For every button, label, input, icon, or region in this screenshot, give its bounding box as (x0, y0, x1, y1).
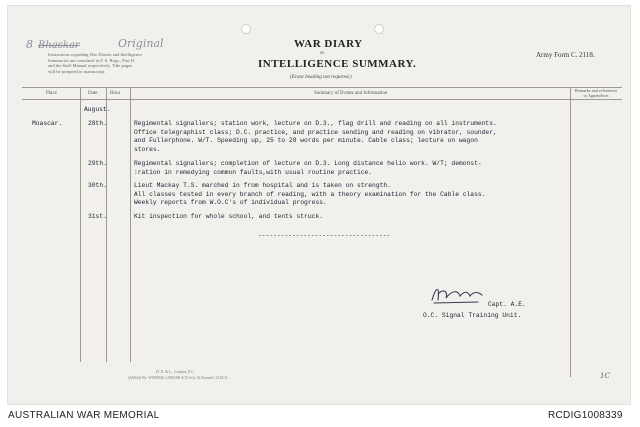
separator-line: ----------------------------------- (258, 232, 391, 239)
column-header-summary: Summary of Events and Information (314, 91, 388, 96)
punch-hole-right (374, 24, 384, 34)
entry-line: Office telegraphist class; D.C. practice, and practice sending and reading on vibrator, sounder, (134, 128, 497, 136)
instructions-line: Instructions regarding War Diaries and Intelligence (48, 52, 143, 57)
entry-text (134, 160, 482, 177)
column-rule (80, 87, 81, 362)
handwritten-name: Bhaskar (38, 40, 80, 51)
signature (428, 282, 486, 311)
signature-scribble (428, 282, 486, 306)
entry-line: and Fullerphone. W/T. Speeding up, 25 to 28 words per minute. Cable class; lecture on wagon (134, 137, 478, 145)
column-rule (106, 87, 107, 362)
printer-line: D. D. & L., London, E.C. (156, 370, 195, 374)
signatory-rank: Capt. A.E. (488, 301, 526, 308)
entry-line: All classes tested in every branch of reading, with a theory examination for the Cable class. (134, 190, 486, 198)
entry-date: 31st. (88, 213, 107, 220)
column-header-hour: Hour (110, 91, 121, 96)
column-header-remarks: Remarks and references to Appendices (574, 88, 618, 99)
printer-line: (A6944) Wt. W593/826 1,000,000 4/15 Sch. 52 Forms/C.2118/11. (128, 376, 229, 380)
instructions-line: will be prepared in manuscript. (48, 68, 106, 74)
title-war-diary: WAR DIARY (294, 38, 363, 50)
entry-line: :ration in remedying common faults,with usual routine practice. (134, 168, 373, 176)
title-intelligence-summary: INTELLIGENCE SUMMARY. (258, 58, 417, 70)
column-rule (130, 87, 131, 362)
column-header-place: Place (46, 91, 57, 96)
entry-place: Moascar. (32, 120, 63, 127)
table-top-rule (22, 87, 622, 88)
column-header-date: Date (88, 91, 98, 96)
entry-date: 29th. (88, 160, 107, 167)
entry-line: Kit inspection for whole school, and tents struck. (134, 213, 323, 220)
title-or: or (320, 51, 325, 56)
entry-date: 30th. (88, 182, 107, 189)
signatory-unit: O.C. Signal Training Unit. (423, 312, 522, 319)
column-rule (570, 87, 571, 377)
army-form-number: Army Form C. 2118. (536, 51, 595, 59)
diary-page (8, 6, 630, 404)
archive-reference: RCDIG1008339 (548, 410, 623, 421)
title-note: (Erase heading not required.) (290, 74, 352, 80)
entry-line: Regimental signallers; station work, lecture on D.3., flag drill and reading on all instruments. (134, 120, 497, 127)
entry-line: Lieut Mackay T.S. marched in from hospital and is taken on strength. (134, 182, 391, 189)
instructions-block (48, 52, 142, 74)
archive-name: AUSTRALIAN WAR MEMORIAL (8, 410, 160, 421)
month-label: August. (84, 106, 111, 113)
corner-mark: 1C (600, 372, 610, 380)
handwritten-number: 8 (26, 38, 33, 51)
entry-line: Regimental signallers; completion of lecture on D.3. Long distance helio work. W/T; demonst- (134, 160, 482, 167)
table-header-rule (22, 99, 622, 100)
entry-date: 28th. (88, 120, 107, 127)
punch-hole-left (241, 24, 251, 34)
handwritten-original: Original (118, 37, 164, 50)
entry-text (134, 182, 485, 208)
entry-text (134, 120, 497, 154)
instructions-line: Summaries are contained in F. S. Regs., Part II. (48, 57, 136, 63)
entry-line: stores. (134, 145, 161, 153)
entry-line: Weekly reports from W.O.C's of individual progress. (134, 199, 327, 207)
instructions-line: and the Staff Manual respectively. Title pages (48, 63, 132, 69)
